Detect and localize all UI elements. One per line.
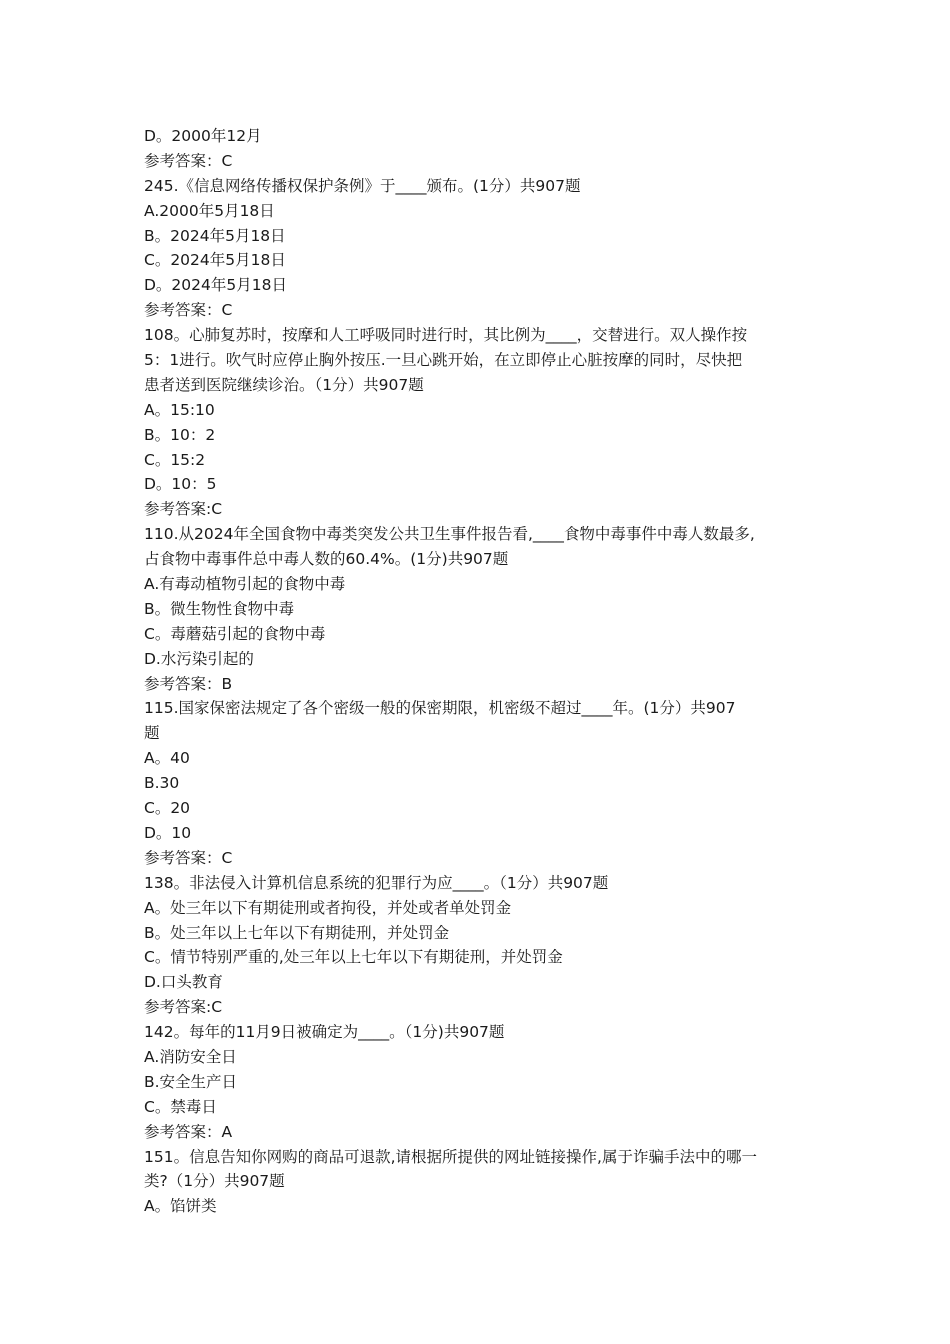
- option-line: B。微生物性食物中毒: [144, 599, 295, 618]
- question-108-cont: 患者送到医院继续诊治。（1分）共907题: [144, 375, 424, 394]
- option-line: A.2000年5月18日: [144, 201, 275, 220]
- answer-line: 参考答案：C: [144, 151, 233, 170]
- question-142: 142。每年的11月9日被确定为____。（1分)共907题: [144, 1023, 505, 1042]
- question-115: 115.国家保密法规定了各个密级一般的保密期限，机密级不超过____年。(1分）共907: [144, 699, 736, 718]
- question-108: 108。心肺复苏时，按摩和人工呼吸同时进行时，其比例为____，交替进行。双人操作按: [144, 326, 748, 345]
- answer-line: 参考答案：B: [144, 674, 233, 693]
- option-line: C。2024年5月18日: [144, 251, 286, 270]
- answer-line: 参考答案:C: [144, 998, 223, 1017]
- option-line: B.安全生产日: [144, 1072, 238, 1091]
- option-line: A.有毒动植物引起的食物中毒: [144, 575, 346, 594]
- option-line: B。2024年5月18日: [144, 226, 286, 245]
- option-line: D.水污染引起的: [144, 649, 254, 668]
- question-151-cont: 类?（1分）共907题: [144, 1172, 285, 1191]
- option-line: C。20: [144, 799, 191, 818]
- document-page: [144, 124, 824, 1219]
- option-line: A。馅饼类: [144, 1197, 217, 1216]
- question-245: 245.《信息网络传播权保护条例》于____颁布。(1分）共907题: [144, 176, 581, 195]
- option-line: C。情节特别严重的,处三年以上七年以下有期徒刑，并处罚金: [144, 948, 563, 967]
- option-line: C。禁毒日: [144, 1097, 217, 1116]
- question-115-cont: 题: [144, 724, 160, 743]
- option-line: A。40: [144, 749, 190, 768]
- text-line: D。2000年12月: [144, 127, 262, 145]
- answer-line: 参考答案:C: [144, 500, 223, 519]
- option-line: A.消防安全日: [144, 1047, 237, 1066]
- option-line: B。10：2: [144, 425, 216, 444]
- option-line: D。10: [144, 823, 192, 842]
- answer-line: 参考答案：C: [144, 301, 233, 320]
- question-110-cont: 占食物中毒事件总中毒人数的60.4%。(1分)共907题: [144, 550, 509, 569]
- option-line: D。2024年5月18日: [144, 276, 287, 295]
- option-line: A。15:10: [144, 400, 215, 419]
- option-line: A。处三年以下有期徒刑或者拘役，并处或者单处罚金: [144, 898, 512, 917]
- option-line: B。处三年以上七年以下有期徒刑，并处罚金: [144, 923, 450, 942]
- question-151: 151。信息告知你网购的商品可退款,请根据所提供的网址链接操作,属于诈骗手法中的哪一: [144, 1147, 757, 1166]
- answer-line: 参考答案：A: [144, 1122, 233, 1141]
- answer-line: 参考答案：C: [144, 848, 233, 867]
- question-110: 110.从2024年全国食物中毒类突发公共卫生事件报告看,____食物中毒事件中毒人数最多,: [144, 525, 755, 544]
- option-line: D。10：5: [144, 475, 217, 494]
- question-108-cont: 5：1进行。吹气时应停止胸外按压.一旦心跳开始，在立即停止心脏按摩的同时，尽快把: [144, 351, 743, 370]
- question-138: 138。非法侵入计算机信息系统的犯罪行为应____。（1分）共907题: [144, 873, 609, 892]
- option-line: B.30: [144, 774, 180, 793]
- option-line: D.口头教育: [144, 973, 223, 992]
- option-line: C。毒蘑菇引起的食物中毒: [144, 624, 326, 643]
- option-line: C。15:2: [144, 450, 206, 469]
